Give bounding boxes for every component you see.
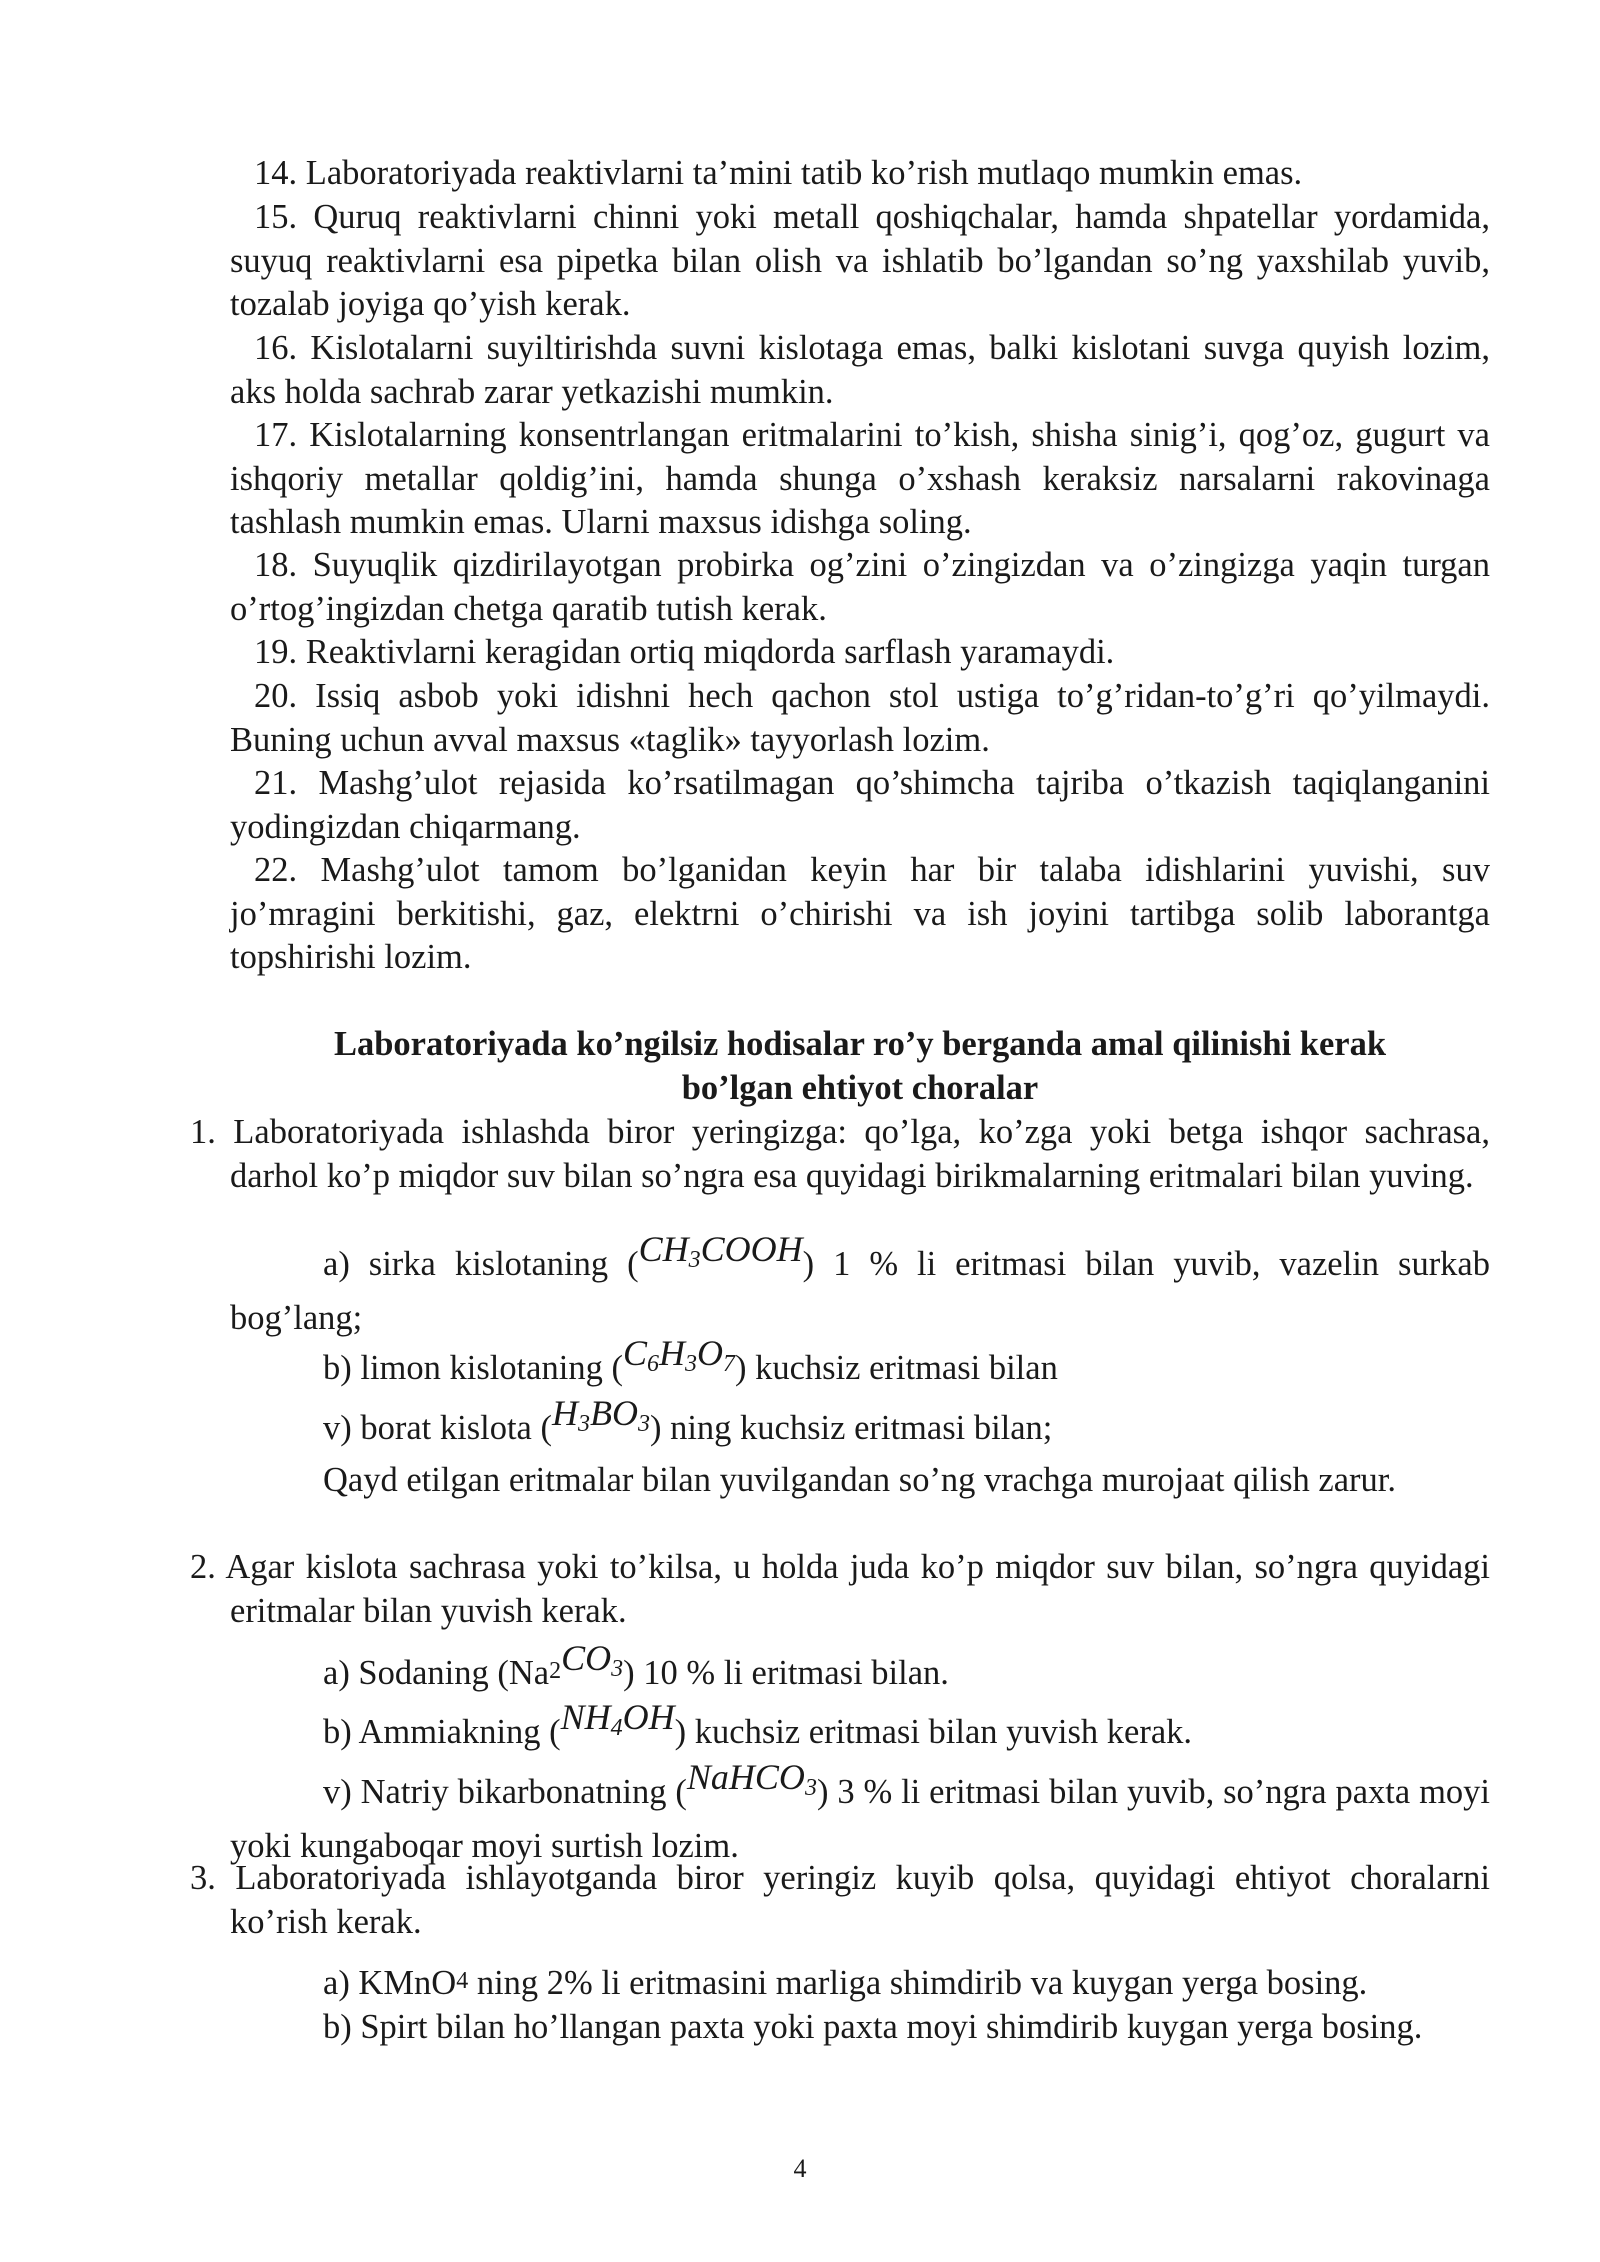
item-2: 2. Agar kislota sachrasa yoki to’kilsa, u holda juda ko’p miqdor suv bilan, so’ngra quyidagi eritmalar bilan yuvish kerak. xyxy=(190,1548,1490,1630)
item-2a: a) Sodaning (Na2CO3) 10 % li eritmasi bilan. xyxy=(323,1638,949,1692)
rule-22: 22. Mashg’ulot tamom bo’lganidan keyin har bir talaba idishlarini yuvishi, suv jo’mragini berkitishi, gaz, elektrni o’chirishi va ish joyini tartibga solib laborantga topshirishi lozim. xyxy=(230,851,1490,976)
rule-17: 17. Kislotalarning konsentrlangan eritmalarini to’kish, shisha sinig’i, qog’oz, gugurt va ishqoriy metallar qoldig’ini, hamda shunga o’xshash keraksiz narsalarni rakovinaga tashlash mumkin emas. Ularni maxsus idishga soling. xyxy=(230,416,1490,541)
section-heading-line2: bo’lgan ehtiyot choralar xyxy=(681,1069,1039,1107)
rule-20: 20. Issiq asbob yoki idishni hech qachon stol ustiga to’g’ridan-to’g’ri qo’yilmaydi. Buning uchun avval maxsus «taglik» tayyorlash lozim. xyxy=(230,677,1490,759)
item-3: 3. Laboratoriyada ishlayotganda biror yeringiz kuyib qolsa, quyidagi ehtiyot choralarni ko’rish kerak. xyxy=(190,1859,1490,1941)
rule-19: 19. Reaktivlarni keragidan ortiq miqdorda sarflash yaramaydi. xyxy=(254,633,1115,671)
item-1v: v) borat kislota (H3BO3) ning kuchsiz eritmasi bilan; xyxy=(323,1393,1053,1447)
rule-18: 18. Suyuqlik qizdirilayotgan probirka og’zini o’zingizdan va o’zingizga yaqin turgan o’rtog’ingizdan chetga qaratib tutish kerak. xyxy=(230,546,1490,628)
item-1-note: Qayd etilgan eritmalar bilan yuvilgandan so’ng vrachga murojaat qilish zarur. xyxy=(323,1461,1396,1499)
section-heading-line1: Laboratoriyada ko’ngilsiz hodisalar ro’y berganda amal qilinishi kerak xyxy=(333,1025,1387,1063)
item-1: 1. Laboratoriyada ishlashda biror yeringizga: qo’lga, ko’zga yoki betga ishqor sachrasa, darhol ko’p miqdor suv bilan so’ngra esa quyidagi birikmalarning eritmalari bilan yuving. xyxy=(190,1113,1490,1195)
page-number: 4 xyxy=(793,2154,807,2183)
item-2b: b) Ammiakning (NH4OH) kuchsiz eritmasi bilan yuvish kerak. xyxy=(323,1697,1193,1751)
item-3a: a) KMnO4 ning 2% li eritmasini marliga shimdirib va kuygan yerga bosing. xyxy=(323,1964,1368,2002)
rule-15: 15. Quruq reaktivlarni chinni yoki metall qoshiqchalar, hamda shpatellar yordamida, suyuq reaktivlarni esa pipetka bilan olish va ishlatib bo’lgandan so’ng yaxshilab yuvib, tozalab joyiga qo’yish kerak. xyxy=(230,198,1490,323)
item-2v: v) Natriy bikarbonatning (NaHCO3) 3 % li eritmasi bilan yuvib, so’ngra paxta moyi yoki kungaboqar moyi surtish lozim. xyxy=(230,1757,1490,1865)
item-1b: b) limon kislotaning (C6H3O7) kuchsiz eritmasi bilan xyxy=(323,1333,1058,1387)
item-3b: b) Spirt bilan ho’llangan paxta yoki paxta moyi shimdirib kuygan yerga bosing. xyxy=(323,2008,1423,2046)
rule-14: 14. Laboratoriyada reaktivlarni ta’mini tatib ko’rish mutlaqo mumkin emas. xyxy=(254,154,1303,192)
item-1a: a) sirka kislotaning (CH3COOH) 1 % li eritmasi bilan yuvib, vazelin surkab bog’lang; xyxy=(230,1229,1490,1337)
rule-21: 21. Mashg’ulot rejasida ko’rsatilmagan qo’shimcha tajriba o’tkazish taqiqlanganini yodingizdan chiqarmang. xyxy=(230,764,1490,846)
rule-16: 16. Kislotalarni suyiltirishda suvni kislotaga emas, balki kislotani suvga quyish lozim, aks holda sachrab zarar yetkazishi mumkin. xyxy=(230,329,1490,411)
